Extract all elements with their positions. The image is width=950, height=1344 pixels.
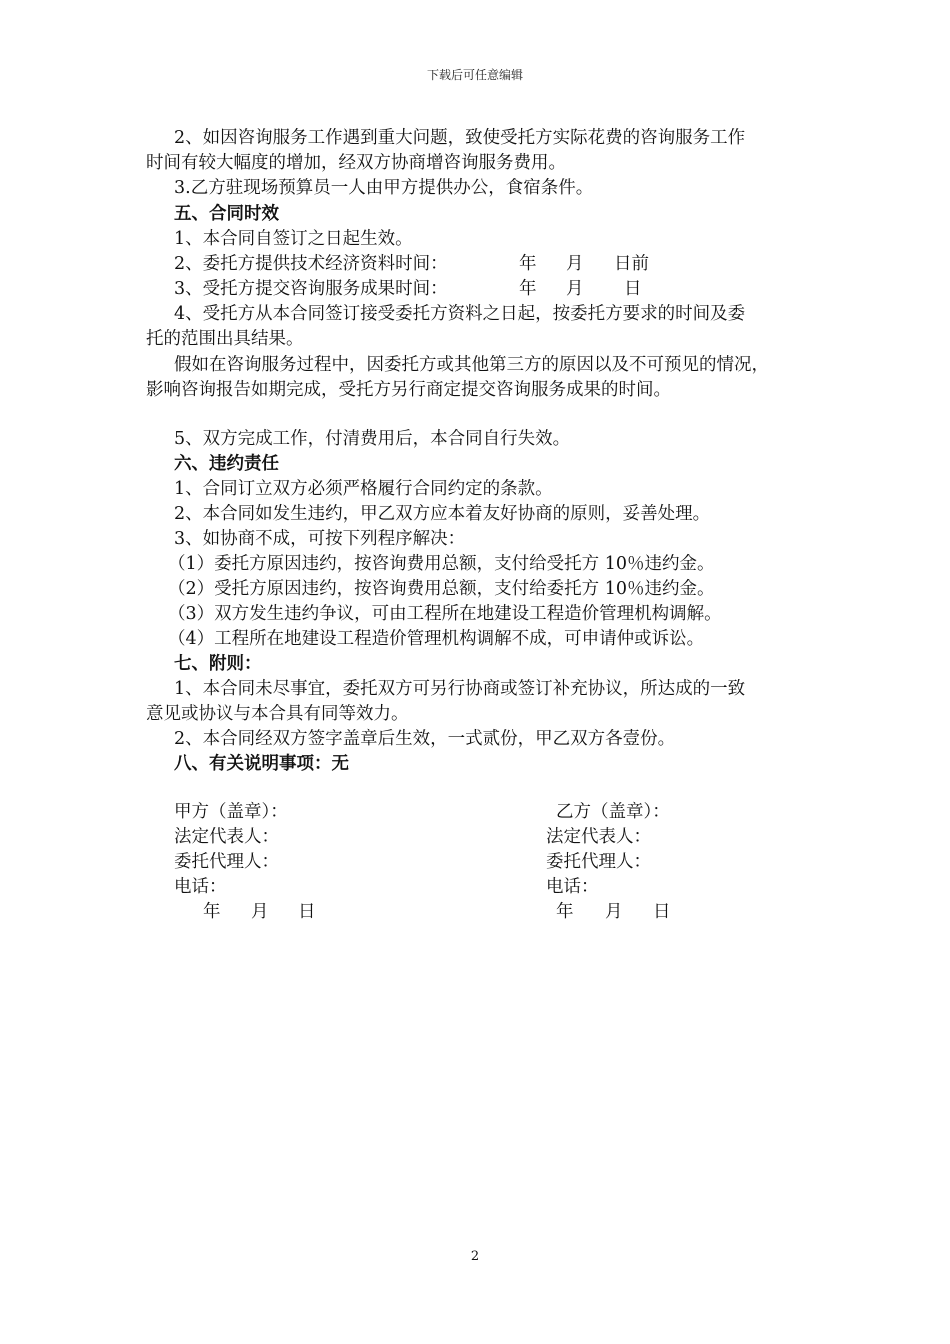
party-a-month: 月 — [251, 902, 269, 922]
party-b-month: 月 — [605, 902, 623, 922]
party-b-day: 日 — [653, 902, 671, 922]
clause-7-2: 2、本合同经双方签字盖章后生效，一式贰份，甲乙双方各壹份。 — [174, 729, 676, 749]
party-a-year: 年 — [203, 902, 221, 922]
clause-5-3-day: 日 — [624, 279, 642, 299]
clause-6-3-2: （2）受托方原因违约，按咨询费用总额，支付给委托方 10％违约金。 — [168, 579, 715, 599]
clause-5-2-day: 日前 — [614, 254, 649, 274]
clause-6-2: 2、本合同如发生违约，甲乙双方应本着友好协商的原则，妥善处理。 — [174, 504, 711, 524]
clause-7-1-line-1: 1、本合同未尽事宜，委托双方可另行协商或签订补充协议，所达成的一致 — [174, 679, 746, 699]
clause-5-2 — [174, 250, 649, 275]
party-a-legal-rep: 法定代表人： — [174, 827, 279, 847]
party-b-seal: 乙方（盖章）： — [556, 802, 670, 822]
party-a-seal: 甲方（盖章）： — [174, 802, 288, 822]
party-b-year: 年 — [556, 902, 574, 922]
clause-7-1-line-2: 意见或协议与本合具有同等效力。 — [146, 704, 409, 724]
page-number: 2 — [470, 1249, 480, 1264]
clause-4-2-line-2: 时间有较大幅度的增加，经双方协商增咨询服务费用。 — [146, 153, 566, 173]
party-a-phone: 电话： — [174, 877, 227, 897]
clause-5-2-label: 2、委托方提供技术经济资料时间： — [174, 254, 448, 274]
clause-6-3-1: （1）委托方原因违约，按咨询费用总额，支付给受托方 10％违约金。 — [168, 554, 715, 574]
party-a-day: 日 — [298, 902, 316, 922]
clause-5-5: 5、双方完成工作，付清费用后，本合同自行失效。 — [174, 429, 571, 449]
section-8-heading: 八、有关说明事项：无 — [174, 754, 349, 774]
clause-5-note-line-1: 假如在咨询服务过程中，因委托方或其他第三方的原因以及不可预见的情况， — [174, 355, 769, 375]
clause-5-3-label: 3、受托方提交咨询服务成果时间： — [174, 279, 448, 299]
section-6-heading: 六、违约责任 — [174, 454, 279, 474]
clause-6-3-3: （3）双方发生违约争议，可由工程所在地建设工程造价管理机构调解。 — [168, 604, 722, 624]
party-a-agent: 委托代理人： — [174, 852, 279, 872]
page-header: 下载后可任意编辑 — [426, 68, 523, 82]
clause-6-1: 1、合同订立双方必须严格履行合同约定的条款。 — [174, 479, 553, 499]
party-b-agent: 委托代理人： — [546, 852, 651, 872]
clause-5-3-month: 月 — [566, 279, 584, 299]
section-5-heading: 五、合同时效 — [174, 204, 279, 224]
clause-5-3-year: 年 — [519, 279, 537, 299]
clause-5-2-month: 月 — [566, 254, 584, 274]
clause-5-4-line-2: 托的范围出具结果。 — [146, 329, 304, 349]
section-7-heading: 七、附则： — [174, 654, 262, 674]
clause-6-3: 3、如协商不成，可按下列程序解决： — [174, 529, 466, 549]
clause-6-3-4: （4）工程所在地建设工程造价管理机构调解不成，可申请仲或诉讼。 — [168, 629, 705, 649]
party-b-legal-rep: 法定代表人： — [546, 827, 651, 847]
party-b-phone: 电话： — [546, 877, 599, 897]
clause-4-2-line-1: 2、如因咨询服务工作遇到重大问题，致使受托方实际花费的咨询服务工作 — [174, 128, 746, 148]
clause-5-4-line-1: 4、受托方从本合同签订接受委托方资料之日起，按委托方要求的时间及委 — [174, 304, 746, 324]
clause-5-3 — [174, 275, 642, 300]
clause-5-1: 1、本合同自签订之日起生效。 — [174, 229, 413, 249]
clause-4-3: 3.乙方驻现场预算员一人由甲方提供办公，食宿条件。 — [174, 178, 594, 198]
clause-5-note-line-2: 影响咨询报告如期完成，受托方另行商定提交咨询服务成果的时间。 — [146, 380, 671, 400]
clause-5-2-year: 年 — [519, 254, 537, 274]
